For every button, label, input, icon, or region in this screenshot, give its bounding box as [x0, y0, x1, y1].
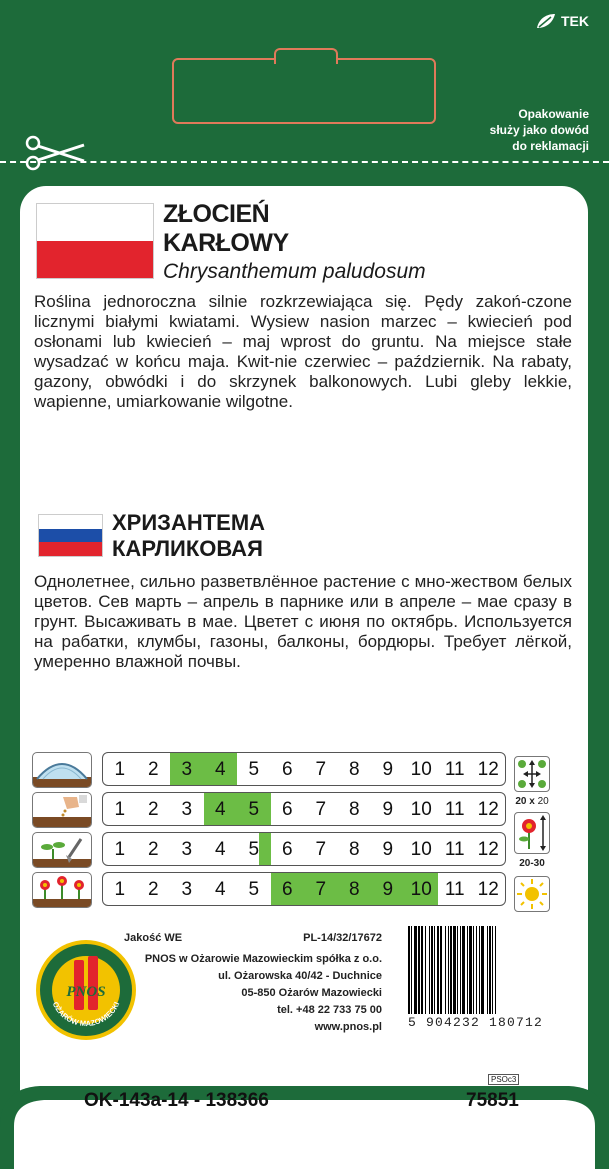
polish-title [163, 200, 426, 286]
quality-mark: Jakość WE [124, 932, 183, 944]
title-line-1: ZŁOCIEŃ [163, 200, 270, 228]
month-cell: 9 [382, 759, 394, 780]
month-cell: 2 [147, 759, 159, 780]
month-cell: 2 [147, 879, 159, 900]
month-cell: 7 [315, 839, 327, 860]
month-cell: 1 [114, 879, 126, 900]
month-cell: 11 [444, 879, 465, 900]
barcode [408, 926, 580, 1030]
month-cell: 12 [477, 879, 499, 900]
greenhouse-icon [32, 752, 92, 788]
month-cell: 10 [410, 839, 432, 860]
sun-icon [514, 876, 550, 912]
month-cell: 6 [281, 799, 293, 820]
main-panel [20, 186, 588, 1169]
psoc-mark: PSOc3 [488, 1074, 519, 1085]
month-cell: 1 [114, 839, 126, 860]
month-cell: 8 [338, 873, 372, 905]
month-cell: 12 [477, 799, 499, 820]
product-code: OK-143a-14 - 138366 [84, 1090, 269, 1111]
month-cell: 3 [181, 879, 193, 900]
claim-note: Opakowanie służy jako dowód do reklamacji [489, 107, 589, 153]
month-cell: 5 [237, 833, 271, 865]
hang-hole [172, 58, 436, 124]
month-cell: 1 [114, 799, 126, 820]
month-cell: 4 [204, 753, 238, 785]
month-cell: 4 [214, 839, 226, 860]
month-cell: 10 [405, 873, 439, 905]
logo-ring-text: OŻARÓW MAZOWIECKI [50, 1000, 122, 1029]
barcode-digits: 5 904232 180712 [408, 1015, 544, 1030]
latin-name: Chrysanthemum paludosum [163, 260, 426, 283]
month-cell: 2 [147, 799, 159, 820]
month-cell: 3 [181, 799, 193, 820]
title-line-2: KARŁOWY [163, 229, 289, 257]
plant-height-icon [514, 812, 550, 854]
month-cell: 3 [170, 753, 204, 785]
russian-description: Однолетнее, сильно разветвлённое растение с мно-жеством белых цветов. Сев марть – апрель в парнике или в апреле – мае сразу в грунт. Высаживать в мае. Цветет с июня по октябрь. Используется на рабатки, клумбы, газоны, балконы, бордюры. Требует лёгкой, умеренно влажной почвы. [34, 572, 572, 671]
month-cell: 12 [477, 839, 499, 860]
month-cell: 8 [348, 839, 360, 860]
seedling-icon [32, 832, 92, 868]
polish-flag [36, 203, 154, 279]
month-cell: 8 [348, 799, 360, 820]
height-label: 20-30 [519, 858, 545, 869]
month-cell: 3 [181, 839, 193, 860]
month-cell: 2 [147, 839, 159, 860]
brand-text: TEK [561, 13, 589, 29]
month-cell: 7 [304, 873, 338, 905]
month-cell: 6 [281, 839, 293, 860]
month-cell: 9 [382, 799, 394, 820]
scissors-icon [22, 133, 86, 173]
spacing-label: 20 x 20 [515, 796, 549, 807]
cut-line [0, 161, 609, 163]
month-cell: 10 [410, 759, 432, 780]
flowers-icon [32, 872, 92, 908]
month-strip [102, 752, 506, 786]
month-cell: 1 [114, 759, 126, 780]
month-cell: 11 [444, 839, 465, 860]
brand-mark [535, 12, 589, 30]
producer-address: PNOS w Ożarowie Mazowieckim spółka z o.o. ul. Ożarowska 40/42 - Duchnice 05-850 Ożarów Mazowiecki tel. +48 22 733 75 00 www.pnos.pl [144, 953, 382, 1033]
month-strip [102, 872, 506, 906]
month-cell: 11 [444, 759, 465, 780]
month-cell: 5 [237, 793, 271, 825]
month-strip [102, 832, 506, 866]
month-cell: 7 [315, 759, 327, 780]
month-cell: 5 [248, 759, 260, 780]
batch-number: 75851 [466, 1090, 519, 1111]
month-cell: 7 [315, 799, 327, 820]
month-strip [102, 792, 506, 826]
russian-title [112, 510, 265, 562]
logo-text: PNOS [66, 984, 106, 1000]
title-ru-line-1: ХРИЗАНТЕМА [112, 510, 266, 535]
barcode-bars [408, 926, 580, 1014]
russian-flag [38, 514, 103, 557]
month-cell: 4 [214, 879, 226, 900]
spacing-icon [514, 756, 550, 792]
top-header [0, 0, 609, 190]
polish-description: Roślina jednoroczna silnie rozkrzewiająca się. Pędy zakoń-czone licznymi białymi kwiatami. Wysiew nasion marzec – kwiecień pod osłonami lub kwiecień – maj wprost do gruntu. Na miejsce stałe wysadzać w końcu maja. Kwit-nie czerwiec – październik. Na rabaty, gazony, obwódki i do skrzynek balkonowych. Lubi gleby lekkie, wapienne, umiarkowanie wilgotne. [34, 292, 572, 411]
month-cell: 9 [371, 873, 405, 905]
month-cell: 8 [348, 759, 360, 780]
month-cell: 6 [281, 759, 293, 780]
month-cell: 6 [271, 873, 305, 905]
month-cell: 12 [477, 759, 499, 780]
month-cell: 4 [204, 793, 238, 825]
month-cell: 9 [382, 839, 394, 860]
registration-number: PL-14/32/17672 [303, 932, 382, 944]
month-cell: 5 [248, 879, 260, 900]
title-ru-line-2: КАРЛИКОВАЯ [112, 536, 263, 561]
leaf-icon [535, 12, 557, 30]
month-cell: 10 [410, 799, 432, 820]
seed-sowing-icon [32, 792, 92, 828]
pnos-logo [34, 938, 138, 1042]
month-cell: 11 [444, 799, 465, 820]
